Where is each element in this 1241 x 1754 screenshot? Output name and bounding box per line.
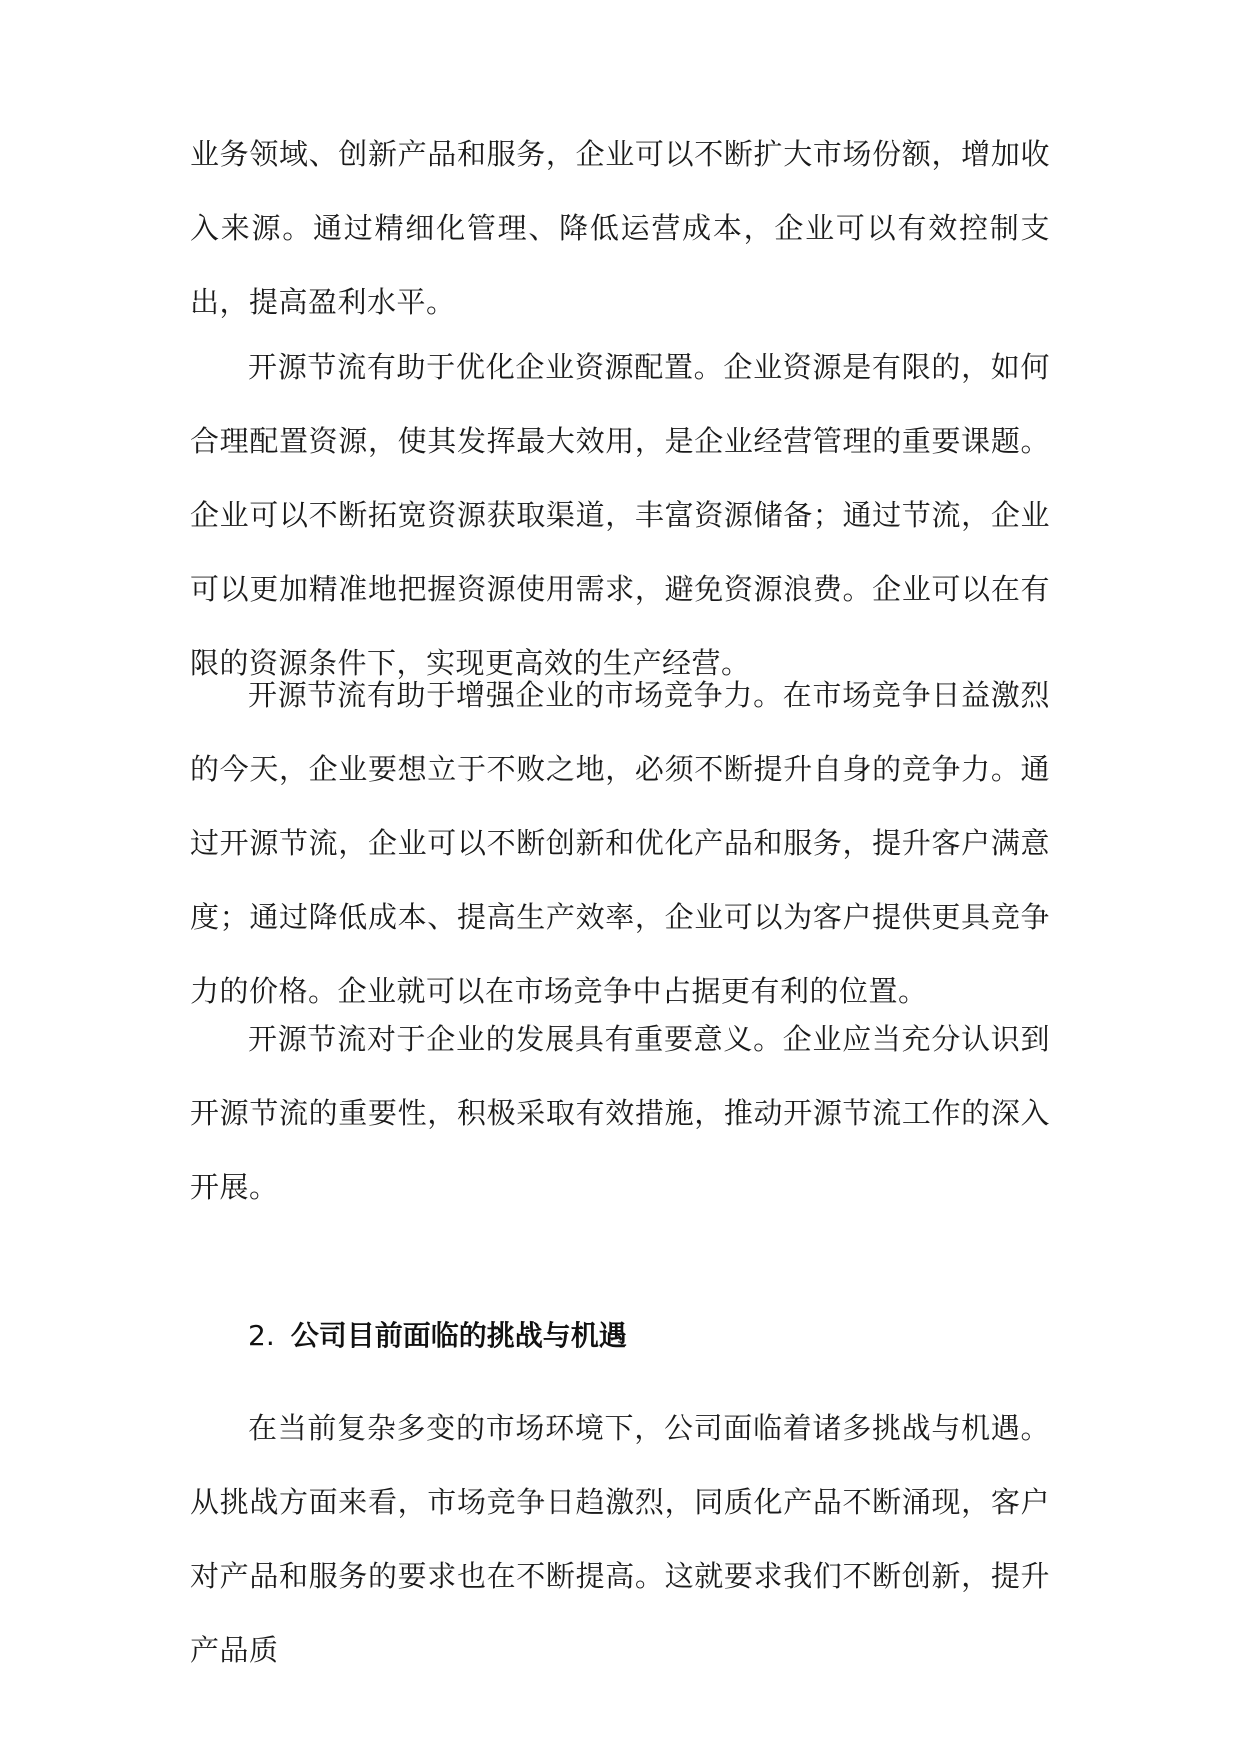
paragraph-competitiveness: 开源节流有助于增强企业的市场竞争力。在市场竞争日益激烈的今天，企业要想立于不败之地，必须不断提升自身的竞争力。通过开源节流，企业可以不断创新和优化产品和服务，提升客户满意度；通过降低成本、提高生产效率，企业可以为客户提供更具竞争力的价格。企业就可以在市场竞争中占据更有利的位置。 (190, 678, 1050, 1008)
section-heading (248, 1299, 627, 1373)
section-number: 2. (248, 1319, 275, 1352)
paragraph-resource-allocation: 开源节流有助于优化企业资源配置。企业资源是有限的，如何合理配置资源，使其发挥最大效用，是企业经营管理的重要课题。企业可以不断拓宽资源获取渠道，丰富资源储备；通过节流，企业可以更加精准地把握资源使用需求，避免资源浪费。企业可以在有限的资源条件下，实现更高效的生产经营。 (190, 350, 1050, 680)
paragraph-continued: 业务领域、创新产品和服务，企业可以不断扩大市场份额，增加收入来源。通过精细化管理、降低运营成本，企业可以有效控制支出，提高盈利水平。 (190, 137, 1050, 319)
paragraph-challenges: 在当前复杂多变的市场环境下，公司面临着诸多挑战与机遇。从挑战方面来看，市场竞争日趋激烈，同质化产品不断涌现，客户对产品和服务的要求也在不断提高。这就要求我们不断创新，提升产品质 (190, 1411, 1050, 1667)
section-title: 公司目前面临的挑战与机遇 (290, 1319, 627, 1352)
paragraph-conclusion: 开源节流对于企业的发展具有重要意义。企业应当充分认识到开源节流的重要性，积极采取有效措施，推动开源节流工作的深入开展。 (190, 1022, 1050, 1204)
